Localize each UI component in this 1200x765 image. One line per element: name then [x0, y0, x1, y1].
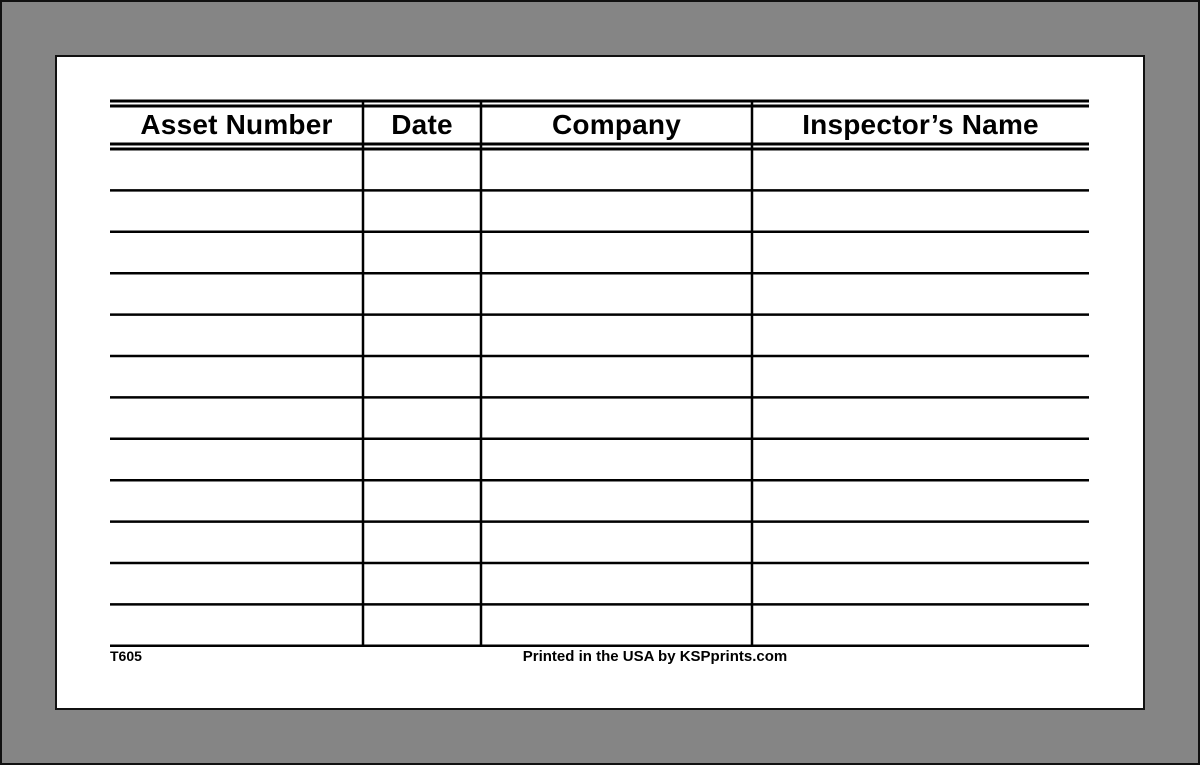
entry-cell-asset-number[interactable] [113, 359, 360, 394]
entry-cell-inspector-name[interactable] [755, 359, 1086, 394]
entry-cell-asset-number[interactable] [113, 442, 360, 477]
entry-cell-inspector-name[interactable] [755, 566, 1086, 601]
entry-cell-asset-number[interactable] [113, 607, 360, 642]
entry-cell-inspector-name[interactable] [755, 235, 1086, 270]
entry-cell-date[interactable] [366, 442, 478, 477]
entry-cell-asset-number[interactable] [113, 566, 360, 601]
entry-cell-company[interactable] [484, 400, 749, 435]
entry-cell-company[interactable] [484, 442, 749, 477]
entry-cell-company[interactable] [484, 193, 749, 228]
entry-cell-date[interactable] [366, 235, 478, 270]
entry-cell-inspector-name[interactable] [755, 525, 1086, 560]
entry-cell-inspector-name[interactable] [755, 318, 1086, 353]
column-header-date: Date [391, 109, 453, 140]
entry-cell-date[interactable] [366, 525, 478, 560]
entry-cell-company[interactable] [484, 359, 749, 394]
entry-cell-inspector-name[interactable] [755, 442, 1086, 477]
entry-cell-inspector-name[interactable] [755, 400, 1086, 435]
entry-cell-asset-number[interactable] [113, 276, 360, 311]
entry-cell-inspector-name[interactable] [755, 152, 1086, 187]
entry-cell-inspector-name[interactable] [755, 483, 1086, 518]
entry-cell-date[interactable] [366, 152, 478, 187]
form-code: T605 [110, 648, 142, 664]
column-header-inspector-name: Inspector’s Name [802, 109, 1039, 140]
entry-cell-date[interactable] [366, 276, 478, 311]
entry-cell-inspector-name[interactable] [755, 607, 1086, 642]
entry-cell-company[interactable] [484, 276, 749, 311]
entry-cell-company[interactable] [484, 318, 749, 353]
entry-cell-date[interactable] [366, 400, 478, 435]
entry-cell-date[interactable] [366, 483, 478, 518]
entry-cell-asset-number[interactable] [113, 235, 360, 270]
entry-cell-asset-number[interactable] [113, 483, 360, 518]
entry-cell-asset-number[interactable] [113, 152, 360, 187]
entry-cell-company[interactable] [484, 607, 749, 642]
entry-cell-company[interactable] [484, 152, 749, 187]
entry-cell-date[interactable] [366, 607, 478, 642]
printer-credit: Printed in the USA by KSPprints.com [522, 648, 788, 665]
entry-cell-asset-number[interactable] [113, 525, 360, 560]
column-header-asset-number: Asset Number [140, 109, 333, 140]
entry-cell-company[interactable] [484, 483, 749, 518]
entry-cell-company[interactable] [484, 235, 749, 270]
entry-cell-date[interactable] [366, 359, 478, 394]
entry-cell-date[interactable] [366, 318, 478, 353]
entry-cell-inspector-name[interactable] [755, 193, 1086, 228]
column-header-company: Company [552, 109, 681, 140]
entry-cell-asset-number[interactable] [113, 318, 360, 353]
entry-cell-asset-number[interactable] [113, 193, 360, 228]
entry-cell-company[interactable] [484, 525, 749, 560]
entry-cell-asset-number[interactable] [113, 400, 360, 435]
entry-cell-date[interactable] [366, 566, 478, 601]
entry-cell-inspector-name[interactable] [755, 276, 1086, 311]
entry-cell-company[interactable] [484, 566, 749, 601]
entry-cell-date[interactable] [366, 193, 478, 228]
